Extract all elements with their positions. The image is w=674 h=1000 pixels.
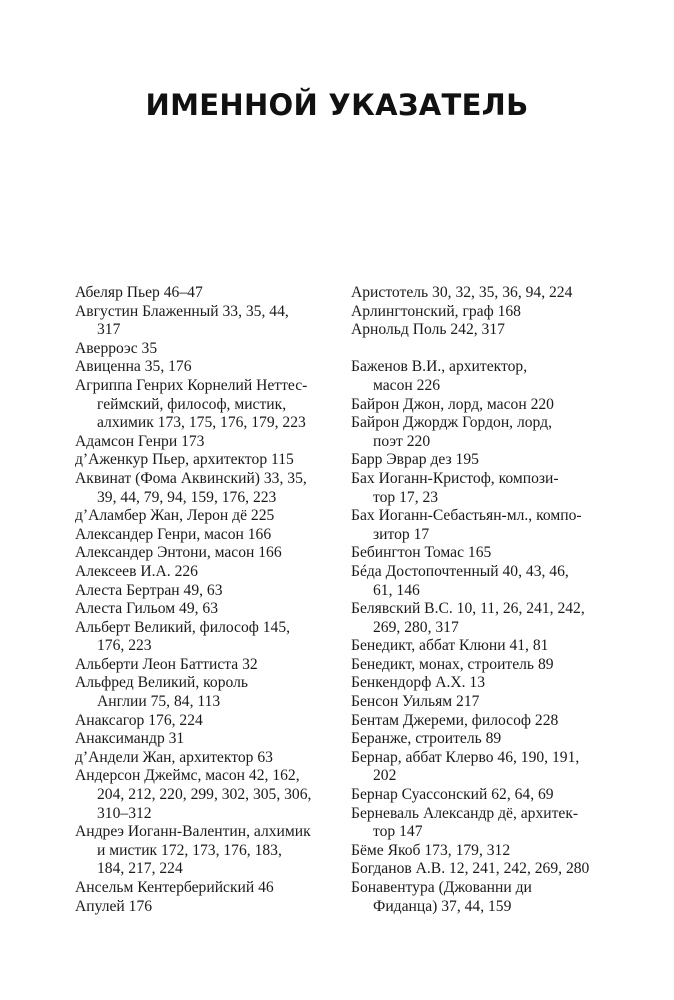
index-entry: Бенедикт, монах, строитель 89 [351, 655, 554, 673]
index-entry: Бенедикт, аббат Клюни 41, 81 [351, 637, 549, 655]
index-entry: Бентам Джереми, философ 228 [351, 711, 559, 729]
index-entry: Арлингтонский, граф 168 [351, 302, 521, 320]
index-entry: Алеста Гильом 49, 63 [75, 600, 219, 618]
index-entry: Бенсон Уильям 217 [351, 693, 480, 711]
index-entry: Апулей 176 [75, 897, 153, 915]
index-entry: Бонавентура (Джованни ди Фиданца) 37, 44, 159 [351, 879, 532, 915]
index-entry: Аквинат (Фома Аквинский) 33, 35, 39, 44, 79, 94, 159, 176, 223 [75, 469, 307, 506]
index-entry: Бебингтон Томас 165 [351, 544, 492, 562]
letter-group-separator [351, 340, 623, 359]
index-entry: д’Андели Жан, архитектор 63 [75, 748, 273, 766]
index-entry: Белявский В.С. 10, 11, 26, 241, 242, 269, 280, 317 [351, 600, 585, 636]
index-entry: Бернар Суассонский 62, 64, 69 [351, 786, 554, 804]
index-entry: Аристотель 30, 32, 35, 36, 94, 224 [351, 284, 573, 301]
index-entry: Агриппа Генрих Корнелий Неттес- геймский, философ, мистик, алхимик 173, 175, 176, 179, 223 [75, 376, 308, 432]
page-title: ИМЕННОЙ УКАЗАТЕЛЬ [145, 88, 529, 122]
index-entry: Берневаль Александр дё, архитек- тор 147 [351, 804, 579, 841]
index-entry: Абеляр Пьер 46–47 [75, 284, 203, 301]
index-entry: Авиценна 35, 176 [75, 358, 192, 376]
index-entry: Бернар, аббат Клерво 46, 190, 191, 202 [351, 748, 580, 785]
index-entry: Альберти Леон Баттиста 32 [75, 655, 258, 673]
index-entry: Бéда Достопочтенный 40, 43, 46, 61, 146 [351, 562, 569, 599]
index-entry: Адамсон Генри 173 [75, 432, 205, 450]
index-entry: Алексеев И.А. 226 [75, 562, 198, 580]
index-entry: д’Аженкур Пьер, архитектор 115 [75, 451, 294, 469]
index-entry: Арнольд Поль 242, 317 [351, 321, 505, 339]
index-entry: д’Аламбер Жан, Лерон дё 225 [75, 507, 275, 525]
index-entry: Алеста Бертран 49, 63 [75, 581, 223, 599]
index-entry: Бах Иоганн-Себастьян-мл., компо- зитор 17 [351, 507, 582, 543]
index-entry: Андерсон Джеймс, масон 42, 162, 204, 212, 220, 299, 302, 305, 306, 310–312 [75, 767, 312, 822]
index-entry: Байрон Джон, лорд, масон 220 [351, 395, 554, 413]
index-entry: Барр Эврар дез 195 [351, 451, 479, 469]
index-entry: Баженов В.И., архитектор, масон 226 [351, 358, 528, 394]
index-entry: Альфред Великий, король Англии 75, 84, 113 [75, 674, 248, 711]
index-entry: Беранже, строитель 89 [351, 730, 502, 748]
index-entry: Анаксагор 176, 224 [75, 711, 203, 729]
index-group-a [351, 284, 623, 340]
index-entry: Бёме Якоб 173, 179, 312 [351, 841, 511, 859]
index-entry: Аверроэс 35 [75, 339, 158, 357]
index-entry: Александер Генри, масон 166 [75, 525, 272, 543]
index-column-right [351, 284, 623, 916]
index-entry: Александер Энтони, масон 166 [75, 544, 282, 562]
index-entry: Бенкендорф А.Х. 13 [351, 674, 486, 692]
index-entry: Ансельм Кентерберийский 46 [75, 879, 274, 896]
index-entry: Андреэ Иоганн-Валентин, алхимик и мистик 172, 173, 176, 183, 184, 217, 224 [75, 823, 311, 878]
index-column-left [75, 284, 343, 916]
index-entry: Байрон Джордж Гордон, лорд, поэт 220 [351, 414, 552, 450]
index-entry: Анаксимандр 31 [75, 730, 185, 748]
index-entry: Альберт Великий, философ 145, 176, 223 [75, 618, 291, 655]
index-entry: Августин Блаженный 33, 35, 44, 317 [75, 302, 289, 339]
index-group-b [351, 358, 623, 916]
index-entry: Богданов А.В. 12, 241, 242, 269, 280 [351, 860, 590, 878]
index-entry: Бах Иоганн-Кристоф, компози- тор 17, 23 [351, 469, 559, 506]
